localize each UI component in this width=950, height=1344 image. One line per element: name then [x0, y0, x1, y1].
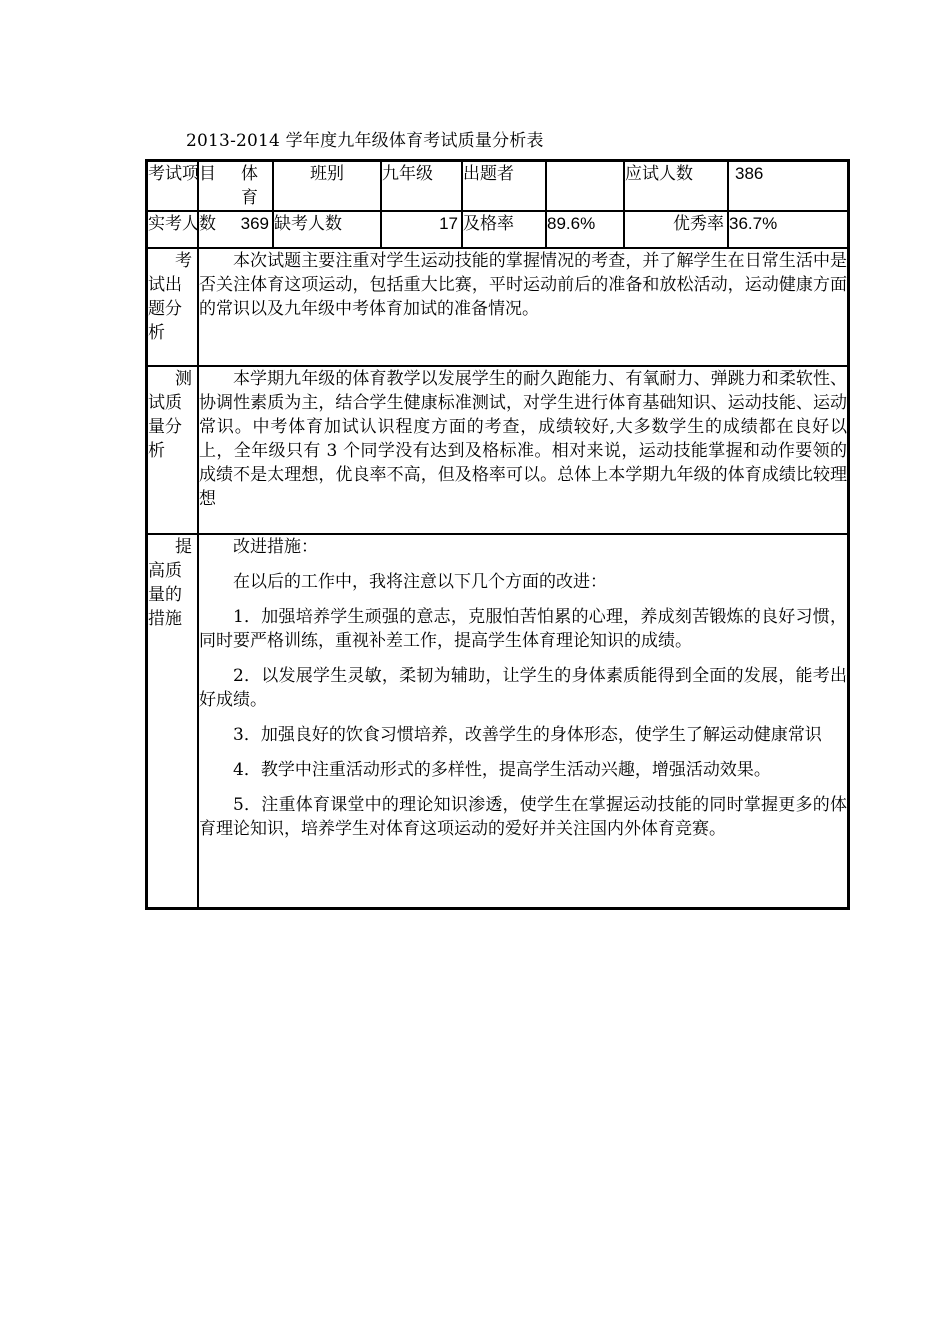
question-analysis-text: 本次试题主要注重对学生运动技能的掌握情况的考查，并了解学生在日常生活中是否关注体育这项运动，包括重大比赛，平时运动前后的准备和放松活动，运动健康方面的常识以及九年级中考体育加试的准备情况。 — [199, 251, 847, 319]
actual-count-value: 369 — [198, 211, 273, 248]
expected-count-label: 应试人数 — [624, 161, 728, 211]
test-quality-text: 本学期九年级的体育教学以发展学生的耐久跑能力、有氧耐力、弹跳力和柔软性、协调性素质为主，结合学生健康标准测试，对学生进行体育基础知识、运动技能、运动常识。中考体育加试认识程度方面的考查，成绩较好,大多数学生的成绩都在良好以上，全年级只有 3 个同学没有达到及格标准。相对来说，运动技能掌握和动作要领的成绩不是太理想，优良率不高，但及格率可以。总体上本学期九年级的体育成绩比较理想 — [199, 369, 847, 509]
absent-value: 17 — [381, 211, 462, 248]
absent-label: 缺考人数 — [273, 211, 381, 248]
pass-rate-value: 89.6% — [546, 211, 624, 248]
improvement-label-line: 高质 — [148, 561, 182, 581]
class-label: 班别 — [273, 161, 381, 211]
improvement-row — [147, 534, 848, 908]
excellent-rate-label: 优秀率 — [624, 211, 728, 248]
improvement-label-line: 措施 — [148, 609, 182, 629]
excellent-rate-value: 36.7% — [728, 211, 848, 248]
improvement-content — [198, 534, 848, 908]
test-quality-content — [198, 366, 848, 534]
question-analysis-label-line: 试出 — [148, 275, 182, 295]
setter-label: 出题者 — [462, 161, 546, 211]
exam-item-value: 体育 — [198, 161, 273, 211]
header-row-1 — [147, 161, 848, 211]
class-value: 九年级 — [381, 161, 462, 211]
question-analysis-label-line: 析 — [148, 323, 165, 343]
improvement-label-line: 量的 — [148, 585, 182, 605]
exam-item-label: 考试项目 — [147, 161, 198, 211]
test-quality-row — [147, 366, 848, 534]
improvement-item-2: 2．以发展学生灵敏，柔韧为辅助，让学生的身体素质能得到全面的发展，能考出好成绩。 — [199, 666, 847, 710]
improvement-label — [147, 534, 198, 908]
test-quality-label — [147, 366, 198, 534]
test-quality-label-line: 试质 — [148, 393, 182, 413]
improvement-paragraph: 在以后的工作中，我将注意以下几个方面的改进： — [233, 572, 607, 592]
expected-count-value: 386 — [728, 161, 848, 211]
question-analysis-label-line: 考 — [175, 251, 192, 271]
pass-rate-label: 及格率 — [462, 211, 546, 248]
test-quality-label-line: 量分 — [148, 417, 182, 437]
improvement-item-3: 3．加强良好的饮食习惯培养，改善学生的身体形态，使学生了解运动健康常识 — [233, 725, 822, 745]
improvement-item-4: 4．教学中注重活动形式的多样性，提高学生活动兴趣，增强活动效果。 — [233, 760, 771, 780]
setter-value — [546, 161, 624, 211]
question-analysis-row — [147, 248, 848, 366]
improvement-paragraph: 改进措施： — [233, 537, 318, 557]
analysis-table — [145, 159, 850, 910]
document-title: 2013-2014 学年度九年级体育考试质量分析表 — [186, 131, 544, 151]
actual-count-label: 实考人数 — [147, 211, 198, 248]
question-analysis-label — [147, 248, 198, 366]
question-analysis-label-line: 题分 — [148, 299, 182, 319]
header-row-2 — [147, 211, 848, 248]
improvement-item-1: 1．加强培养学生顽强的意志，克服怕苦怕累的心理，养成刻苦锻炼的良好习惯，同时要严格训练，重视补差工作，提高学生体育理论知识的成绩。 — [199, 607, 847, 651]
test-quality-label-line: 测 — [175, 369, 192, 389]
improvement-item-5: 5．注重体育课堂中的理论知识渗透，使学生在掌握运动技能的同时掌握更多的体育理论知识，培养学生对体育这项运动的爱好并关注国内外体育竞赛。 — [199, 795, 847, 839]
improvement-label-line: 提 — [175, 537, 192, 557]
question-analysis-content — [198, 248, 848, 366]
test-quality-label-line: 析 — [148, 441, 165, 461]
